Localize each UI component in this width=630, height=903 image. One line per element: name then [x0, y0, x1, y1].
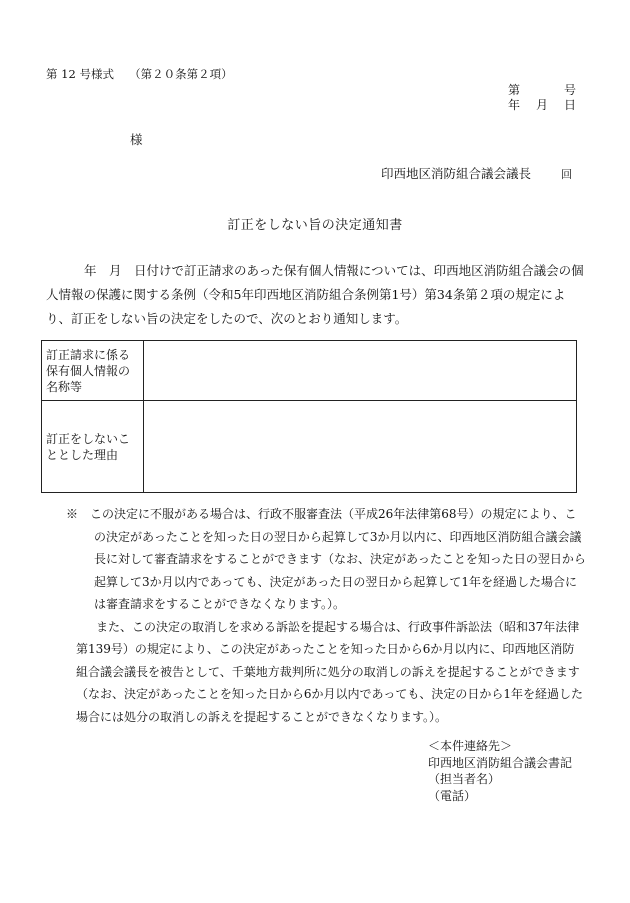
document-number-line: 第 号	[507, 83, 578, 97]
appeal-note: ※ この決定に不服がある場合は、行政不服審査法（平成26年法律第68号）の規定により、この決定があったことを知った日の翌日から起算して3か月以内に、印西地区消防組合議会議長に対して審査請求をすることができます（なお、決定があったことを知った日の翌日から起算して3か月以内であっても、決定があった日の翌日から起算して1年を経過した場合には審査請求をすることができなくなります。）。	[66, 507, 586, 611]
reason-label: 訂正をしないこととした理由	[42, 401, 144, 493]
reason-cell	[144, 401, 577, 493]
info-table	[41, 340, 577, 493]
seal-mark: 回	[561, 168, 572, 181]
record-name-cell	[144, 341, 577, 401]
record-name-label: 訂正請求に係る保有個人情報の名称等	[42, 341, 144, 401]
body-paragraph	[46, 259, 586, 331]
contact-office: 印西地区消防組合議会書記	[428, 755, 573, 770]
contact-block	[428, 738, 572, 804]
notes-section	[66, 503, 586, 728]
table-row	[42, 341, 577, 401]
lawsuit-note: また、この決定の取消しを求める訴訟を提起する場合は、行政事件訴訟法（昭和37年法律第139号）の規定により、この決定があったことを知った日から6か月以内に、印西地区消防組合議会議長を被告として、千葉地方裁判所に処分の取消しの訴えを提起することができます（なお、決定があったことを知った日から6か月以内であっても、決定の日から1年を経過した場合には処分の取消しの訴えを提起することができなくなります。）。	[76, 619, 584, 724]
form-number: 第 12 号様式 （第２０条第２項）	[46, 67, 233, 81]
contact-heading: ＜本件連絡先＞	[428, 739, 513, 753]
sender-block	[381, 164, 572, 182]
sender-name: 印西地区消防組合議会議長	[381, 166, 532, 181]
recipient-honorific: 様	[130, 132, 143, 147]
contact-phone: （電話）	[428, 788, 477, 803]
body-text: 年 月 日付けで訂正請求のあった保有個人情報については、印西地区消防組合議会の個人情報の保護に関する条例（令和5年印西地区消防組合条例第1号）第34条第２項の規定により、訂正をしない旨の決定をしたので、次のとおり通知します。	[46, 263, 584, 326]
document-title: 訂正をしない旨の決定通知書	[227, 218, 403, 233]
date-line: 年 月 日	[507, 98, 578, 112]
table-row	[42, 401, 577, 493]
contact-person: （担当者名）	[428, 772, 501, 786]
